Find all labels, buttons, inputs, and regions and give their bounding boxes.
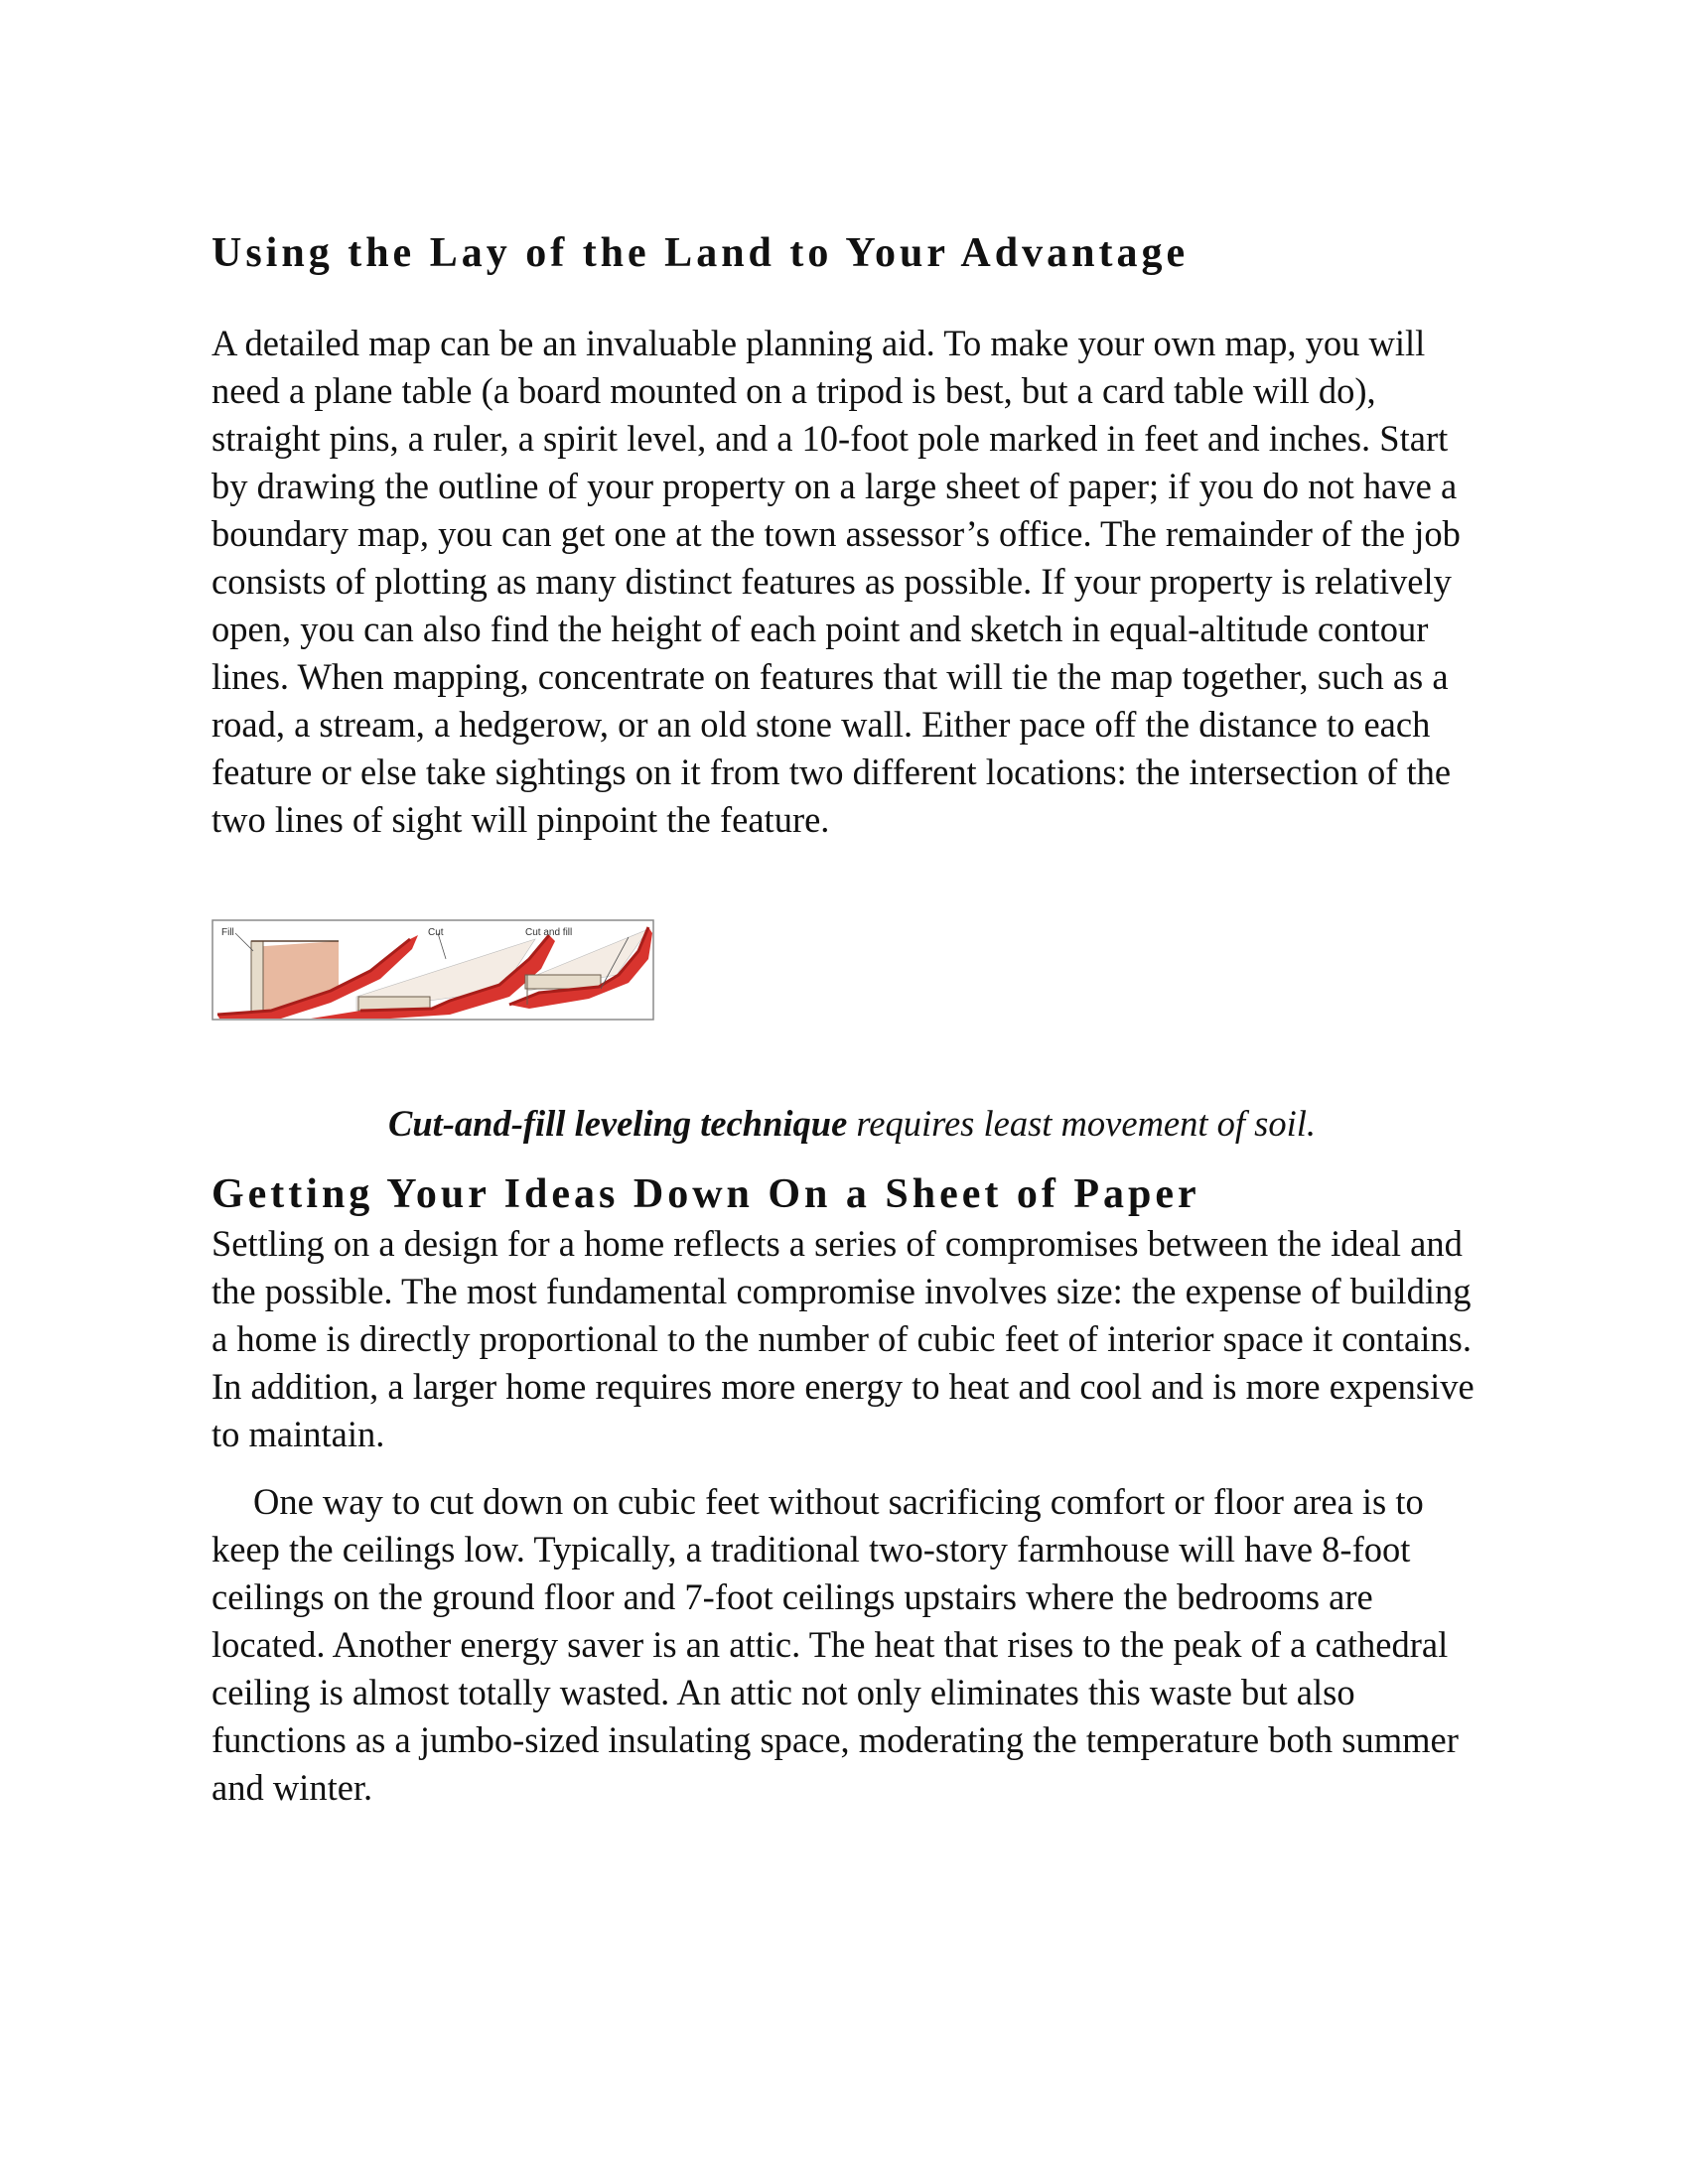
cut-and-fill-illustration — [211, 919, 654, 1021]
body-paragraph-compromises: Settling on a design for a home reflects a series of compromises between the ideal and the possible. The most fundamental compromise involves size: the expense of building a home is directly proportional to the number of cubic feet of interior space it contains. In addition, a larger home requires more energy to heat and cool and is more expensive to maintain. — [211, 1222, 1475, 1454]
section-heading-ideas-on-paper: Getting Your Ideas Down On a Sheet of Paper — [211, 1171, 1200, 1218]
caption-bold: Cut-and-fill leveling technique — [387, 1103, 848, 1145]
caption-rest: requires least movement of soil. — [847, 1103, 1317, 1145]
house-wall — [251, 941, 263, 1013]
fill-label: Fill — [221, 927, 234, 939]
figure-caption — [211, 1100, 1492, 1148]
body-paragraph-ceilings: One way to cut down on cubic feet without sacrificing comfort or floor area is to keep the ceilings low. Typically, a traditional two-story farmhouse will have 8-foot ceilings on the ground floor and 7-foot ceilings upstairs where the bedrooms are located. Another energy saver is an attic. The heat that rises to the peak of a cathedral ceiling is almost totally wasted. An attic not only eliminates this waste but also functions as a jumbo-sized insulating space, moderating the temperature both summer and winter. — [211, 1480, 1459, 1808]
body-paragraph-mapping: A detailed map can be an invaluable planning aid. To make your own map, you will need a plane table (a board mounted on a tripod is best, but a card table will do), straight pins, a ruler, a spirit level, and a 10-foot pole marked in feet and inches. Start by drawing the outline of your property on a large sheet of paper; if you do not have a boundary map, you can get one at the town assessor’s office. The remainder of the job consists of plotting as many distinct features as possible. If your property is relatively open, you can also find the height of each point and sketch in equal-altitude contour lines. When mapping, concentrate on features that will tie the map together, such as a road, a stream, a hedgerow, or an old stone wall. Either pace off the distance to each feature or else take sightings on it from two different locations: the intersection of the two lines of sight will pinpoint the feature. — [211, 323, 1461, 841]
cut-label: Cut — [428, 927, 444, 939]
document-page — [211, 228, 1492, 1812]
cut-and-fill-label: Cut and fill — [525, 927, 573, 939]
section-heading-lay-of-land: Using the Lay of the Land to Your Advantage — [211, 230, 1190, 276]
cut-and-fill-diagram — [211, 919, 654, 1021]
